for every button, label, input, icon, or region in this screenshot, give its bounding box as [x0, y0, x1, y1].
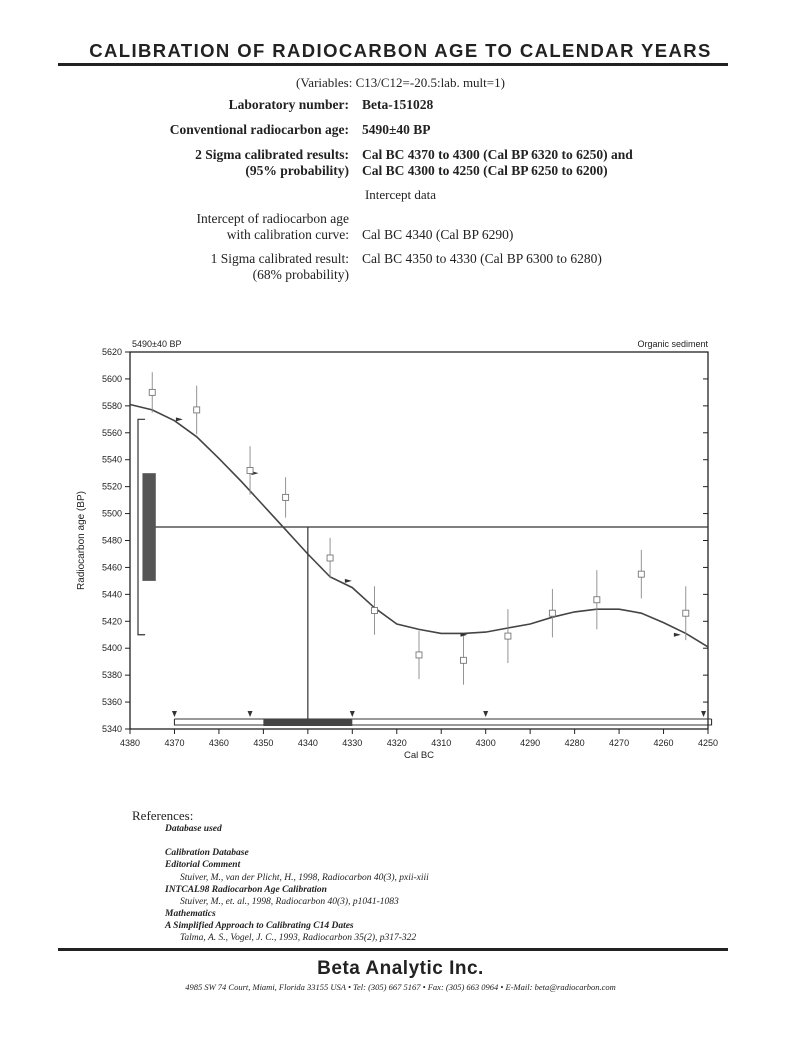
data-point — [683, 610, 689, 616]
reference-citation: Stuiver, M., van der Plicht, H., 1998, Radiocarbon 40(3), pxii-xiii — [180, 873, 429, 883]
reference-citation: Stuiver, M., et. al., 1998, Radiocarbon 40(3), p1041-1083 — [180, 897, 399, 907]
lab-number-label: Laboratory number: — [228, 97, 349, 112]
y-tick-label: 5400 — [101, 643, 122, 654]
y-tick-label: 5520 — [101, 481, 122, 492]
data-point — [549, 610, 555, 616]
data-point — [194, 407, 200, 413]
page-title: CALIBRATION OF RADIOCARBON AGE TO CALENDAR YEARS — [89, 40, 712, 61]
calendar-1sigma-bar — [263, 719, 352, 726]
y-tick-label: 5620 — [101, 347, 122, 357]
sigma1-label-2: (68% probability) — [252, 267, 349, 282]
y-tick-label: 5420 — [101, 616, 122, 627]
reference-item: Database used — [165, 824, 222, 834]
x-tick-label: 4250 — [697, 738, 719, 748]
x-tick-label: 4370 — [164, 738, 185, 748]
data-point — [283, 494, 289, 500]
range-boundary-arrow — [172, 711, 177, 717]
x-tick-label: 4360 — [208, 738, 229, 748]
intercept-label-2: with calibration curve: — [226, 227, 349, 242]
footer-rule — [58, 948, 728, 951]
conventional-age-value: 5490±40 BP — [362, 122, 431, 137]
chart-title-left: 5490±40 BP — [132, 339, 182, 349]
x-tick-label: 4330 — [342, 738, 363, 748]
chart-title-right: Organic sediment — [637, 339, 708, 349]
x-tick-label: 4290 — [520, 738, 541, 748]
data-point — [247, 467, 253, 473]
x-tick-label: 4350 — [253, 738, 274, 748]
calendar-2sigma-bracket — [174, 719, 711, 725]
y-tick-label: 5500 — [101, 508, 122, 519]
sigma2-value-1: Cal BC 4370 to 4300 (Cal BP 6320 to 6250) and — [362, 147, 633, 162]
data-point — [594, 597, 600, 603]
intercept-label-1: Intercept of radiocarbon age — [196, 211, 349, 226]
y-tick-label: 5560 — [101, 427, 122, 438]
y-tick-label: 5600 — [101, 373, 122, 384]
sigma1-value: Cal BC 4350 to 4330 (Cal BP 6300 to 6280) — [362, 251, 602, 266]
x-tick-label: 4340 — [297, 738, 318, 748]
calibration-curve — [130, 405, 708, 647]
y-tick-label: 5440 — [101, 589, 122, 600]
reference-item: A Simplified Approach to Calibrating C14 Dates — [165, 921, 354, 931]
reference-item: Calibration Database — [165, 848, 249, 858]
y-tick-label: 5380 — [101, 670, 122, 681]
x-tick-label: 4280 — [564, 738, 585, 748]
y-tick-label: 5540 — [101, 454, 122, 465]
x-tick-label: 4380 — [119, 738, 141, 748]
sigma2-label-1: 2 Sigma calibrated results: — [195, 147, 349, 162]
age-1sigma-bar — [142, 473, 155, 581]
lab-number-value: Beta-151028 — [362, 97, 434, 112]
y-tick-label: 5360 — [101, 697, 122, 708]
conventional-age-label: Conventional radiocarbon age: — [169, 122, 349, 137]
title-rule — [58, 63, 728, 66]
y-tick-label: 5480 — [101, 535, 122, 546]
intercept-heading: Intercept data — [364, 187, 437, 202]
range-boundary-arrow — [701, 711, 706, 717]
sigma2-value-2: Cal BC 4300 to 4250 (Cal BP 6250 to 6200) — [362, 163, 608, 178]
x-tick-label: 4270 — [609, 738, 630, 748]
x-tick-label: 4310 — [431, 738, 452, 748]
range-boundary-arrow — [483, 711, 488, 717]
y-axis-label: Radiocarbon age (BP) — [76, 491, 87, 590]
data-point — [372, 608, 378, 614]
y-tick-label: 5340 — [101, 724, 122, 734]
intercept-marker — [345, 579, 352, 583]
data-point — [327, 555, 333, 561]
data-point — [460, 657, 466, 663]
x-tick-label: 4320 — [386, 738, 407, 748]
data-point — [638, 571, 644, 577]
data-point — [416, 652, 422, 658]
range-boundary-arrow — [350, 711, 355, 717]
x-axis-label: Cal BC — [403, 750, 435, 761]
company-name: Beta Analytic Inc. — [317, 958, 484, 979]
data-point — [505, 633, 511, 639]
intercept-value: Cal BC 4340 (Cal BP 6290) — [362, 227, 514, 242]
y-tick-label: 5460 — [101, 562, 122, 573]
sigma1-label-1: 1 Sigma calibrated result: — [210, 251, 349, 266]
sigma2-label-2: (95% probability) — [245, 163, 349, 178]
contact-line: 4985 SW 74 Court, Miami, Florida 33155 USA • Tel: (305) 667 5167 • Fax: (305) 663 0964 • E-Mail: beta@radiocarbon.com — [185, 982, 616, 992]
references-heading: References: — [132, 808, 194, 823]
reference-item: Mathematics — [165, 909, 216, 919]
intercept-marker — [674, 633, 681, 637]
reference-item: INTCAL98 Radiocarbon Age Calibration — [165, 885, 327, 895]
calibration-chart — [60, 330, 730, 770]
x-tick-label: 4300 — [475, 738, 496, 748]
x-tick-label: 4260 — [653, 738, 674, 748]
y-tick-label: 5580 — [101, 400, 122, 411]
range-boundary-arrow — [248, 711, 253, 717]
intercept-marker — [176, 417, 183, 421]
data-point — [149, 389, 155, 395]
variables-line: (Variables: C13/C12=-20.5:lab. mult=1) — [296, 75, 505, 90]
reference-item: Editorial Comment — [165, 860, 241, 870]
reference-citation: Talma, A. S., Vogel, J. C., 1993, Radiocarbon 35(2), p317-322 — [180, 933, 417, 943]
